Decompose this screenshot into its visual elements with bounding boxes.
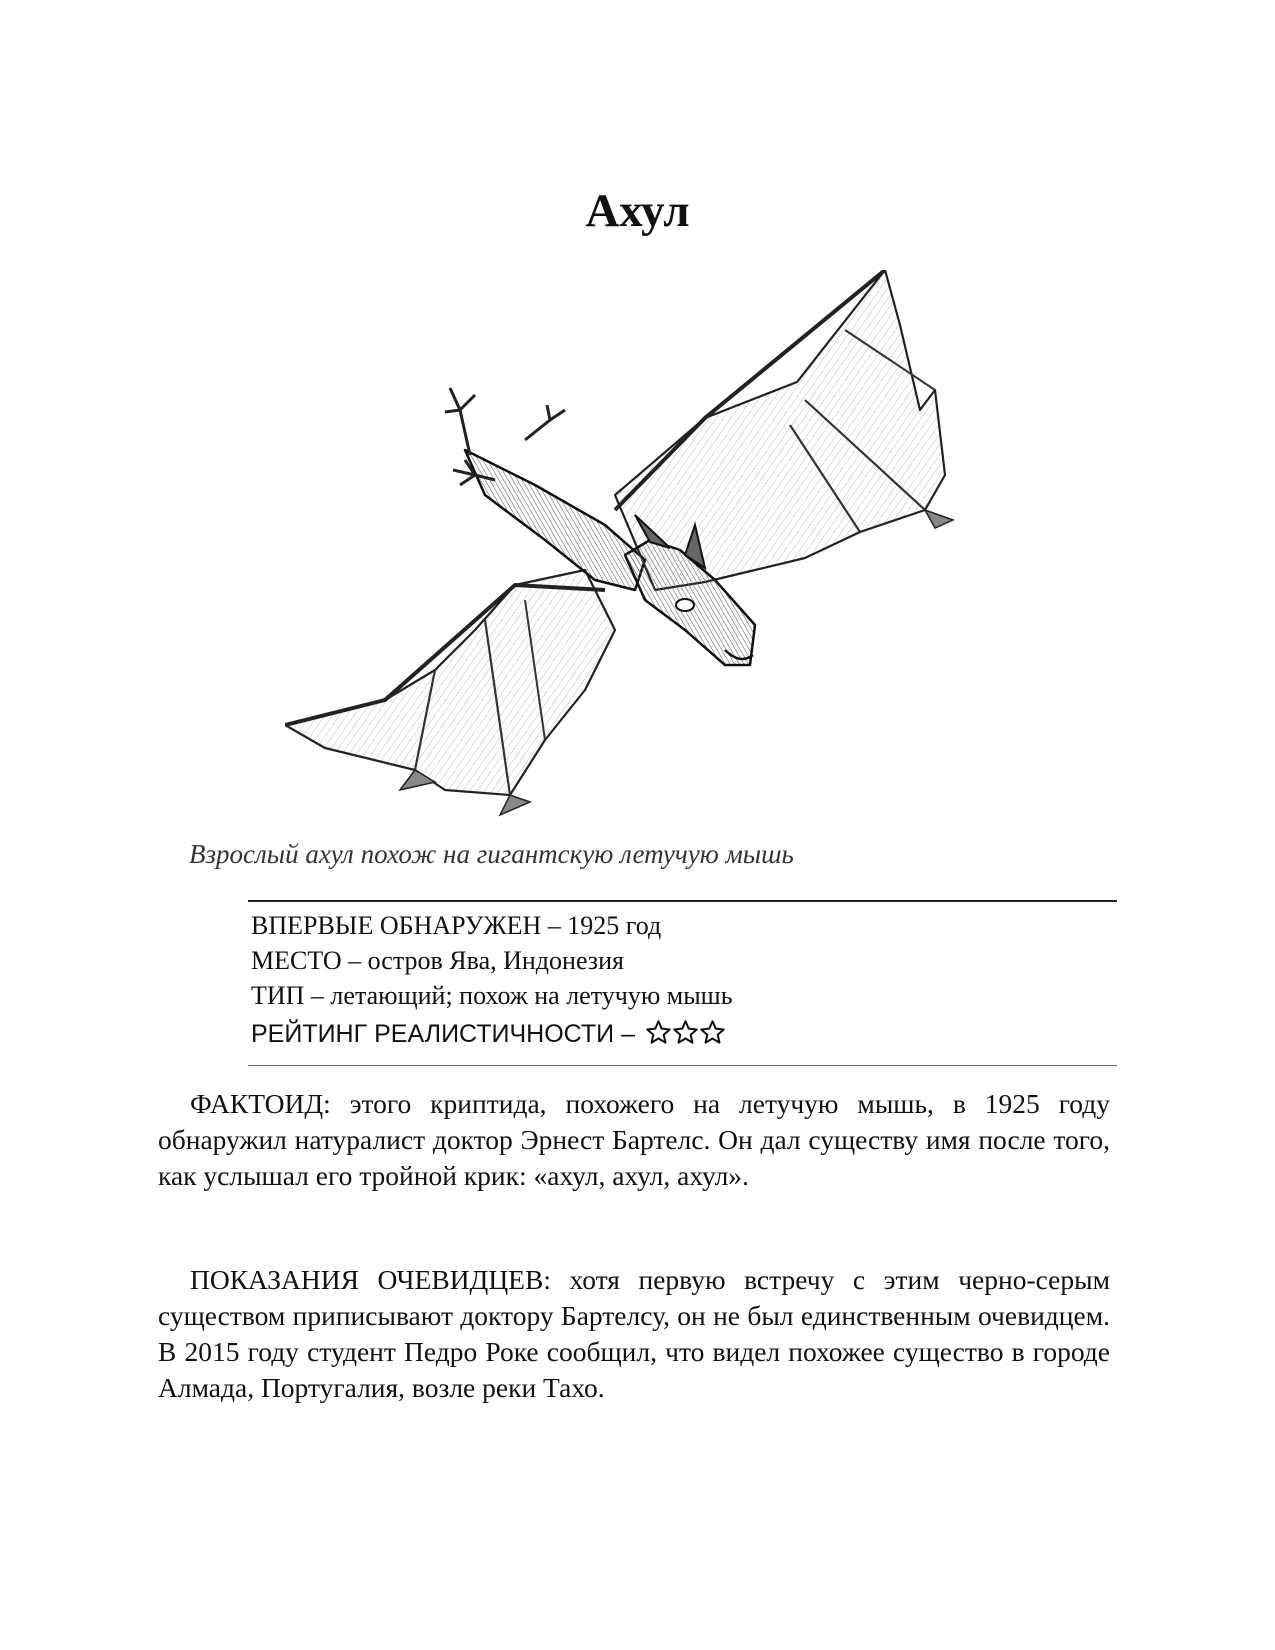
fact-discovered: ВПЕРВЫЕ ОБНАРУЖЕН – 1925 год	[251, 911, 662, 940]
rating-label: РЕЙТИНГ РЕАЛИСТИЧНОСТИ –	[251, 1020, 635, 1048]
eyewitness-paragraph: ПОКАЗАНИЯ ОЧЕВИДЦЕВ: хотя первую встречу с этим черно-серым существом приписывают доктору Бартелсу, он не был единственным очевидцем. В 2015 году студент Педро Роке сообщил, что видел похожее существо в городе Алмада, Португалия, возле реки Тахо.	[158, 1264, 1110, 1403]
star-icon	[645, 1019, 672, 1046]
fact-location: МЕСТО – остров Ява, Индонезия	[251, 946, 624, 975]
bat-illustration	[285, 270, 985, 830]
fact-rating	[251, 1013, 1117, 1059]
star-icon	[672, 1019, 699, 1046]
star-icon	[699, 1019, 726, 1046]
rating-stars	[645, 1017, 726, 1059]
page-title: Ахул	[585, 185, 690, 237]
fact-type: ТИП – летающий; похож на летучую мышь	[251, 981, 733, 1010]
figure-caption: Взрослый ахул похож на гигантскую летучую мышь	[189, 839, 794, 869]
factoid-paragraph: ФАКТОИД: этого криптида, похожего на летучую мышь, в 1925 году обнаружил натуралист доктор Эрнест Бартелс. Он дал существу имя после того, как услышал его тройной крик: «ахул, ахул, ахул».	[158, 1088, 1110, 1191]
fact-box	[248, 900, 1117, 1066]
